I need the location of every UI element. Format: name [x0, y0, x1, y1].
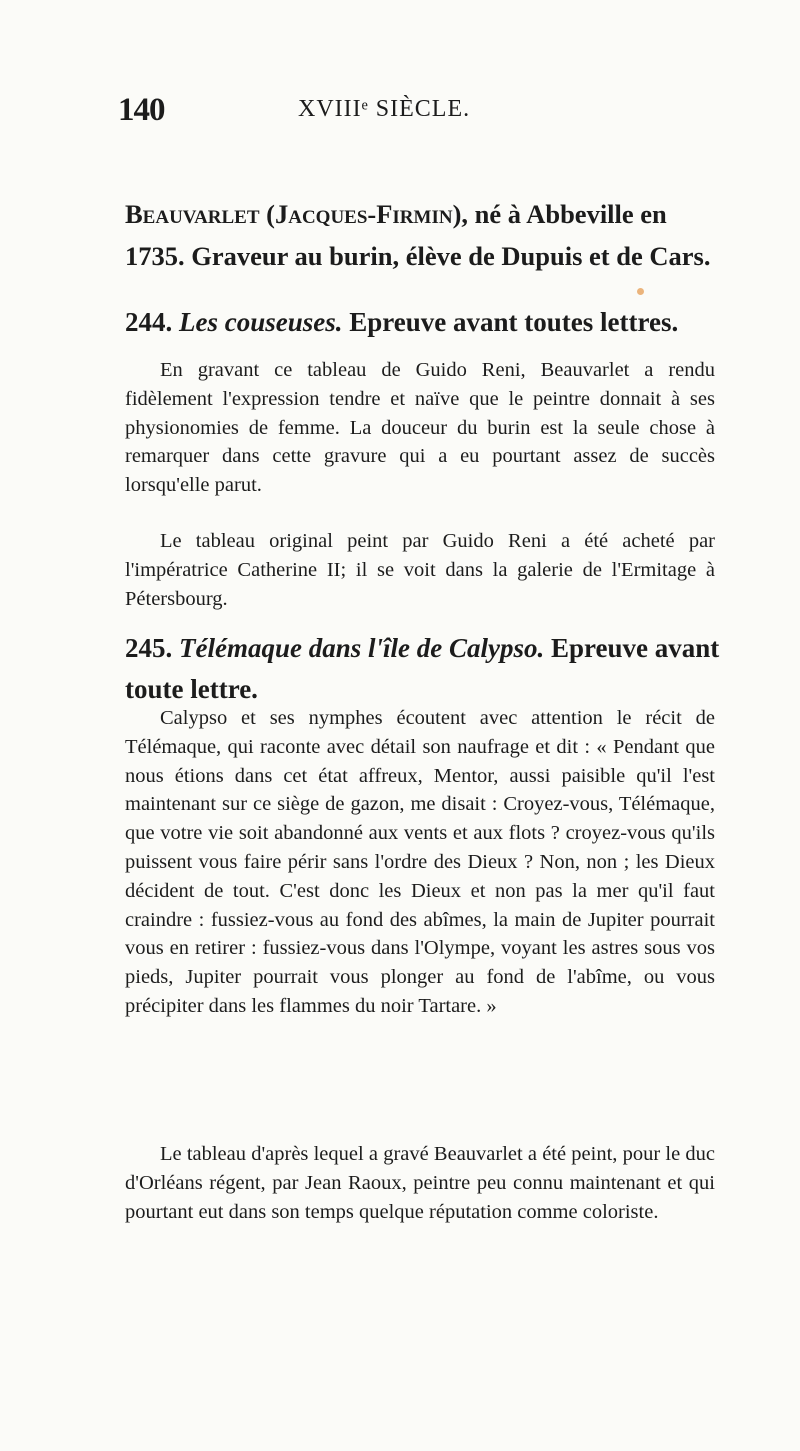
item-number: 245. — [125, 633, 173, 663]
print-state: Epreuve avant toutes lettres. — [342, 307, 679, 337]
item-description: Le tableau d'après lequel a gravé Beauvarlet a été peint, pour le duc d'Orléans régent, par Jean Raoux, peintre peu connu maintenant et qui pourtant eut dans son temps quelque réputation comme coloriste. — [125, 1143, 715, 1223]
item-number: 244. — [125, 307, 173, 337]
running-title: XVIIIᵉ SIÈCLE. — [298, 96, 471, 122]
item-description: En gravant ce tableau de Guido Reni, Beauvarlet a rendu fidèlement l'expression tendre et naïve que le peintre donnait à ses physionomies de femme. La douceur du burin est la seule chose à remarquer dans cette gravure qui a eu pourtant assez de succès lorsqu'elle parut. — [125, 359, 715, 497]
work-title: Télémaque dans l'île de Calypso. — [179, 633, 545, 663]
print-state: Epreuve avant toute lettre. — [125, 633, 720, 704]
catalogue-item-title — [125, 302, 725, 343]
ink-spot — [637, 288, 644, 295]
catalogue-item-title — [125, 628, 725, 710]
artist-biography: né à Abbeville en 1735. Graveur au burin, élève de Dupuis et de Cars. — [125, 199, 711, 271]
running-head — [118, 92, 718, 132]
item-description: Calypso et ses nymphes écoutent avec attention le récit de Télémaque, qui raconte avec détail son naufrage et dit : « Pendant que nous étions dans cet état affreux, Mentor, aussi paisible qu'il l'est maintenant sur ce siège de gazon, me disait : Croyez-vous, Télémaque, que votre vie soit abandonné aux vents et aux flots ? croyez-vous qu'ils puissent vous faire périr sans l'ordre des Dieux ? Non, non ; les Dieux décident de tout. C'est donc les Dieux et non pas la mer qu'il faut craindre : fussiez-vous au fond des abîmes, la main de Jupiter pourrait vous en retirer : fussiez-vous dans l'Olympe, voyant les astres sous vos pieds, Jupiter pourrait vous plonger au fond de l'abîme, ou vous précipiter dans les flammes du noir Tartare. » — [125, 707, 715, 1017]
artist-name: Beauvarlet (Jacques-Firmin), — [125, 199, 469, 229]
work-title: Les couseuses. — [179, 307, 343, 337]
item-description: Le tableau original peint par Guido Reni a été acheté par l'impératrice Catherine II; il se voit dans la galerie de l'Ermitage à Pétersbourg. — [125, 530, 715, 610]
page-number: 140 — [118, 92, 165, 128]
entry-heading — [125, 193, 725, 277]
